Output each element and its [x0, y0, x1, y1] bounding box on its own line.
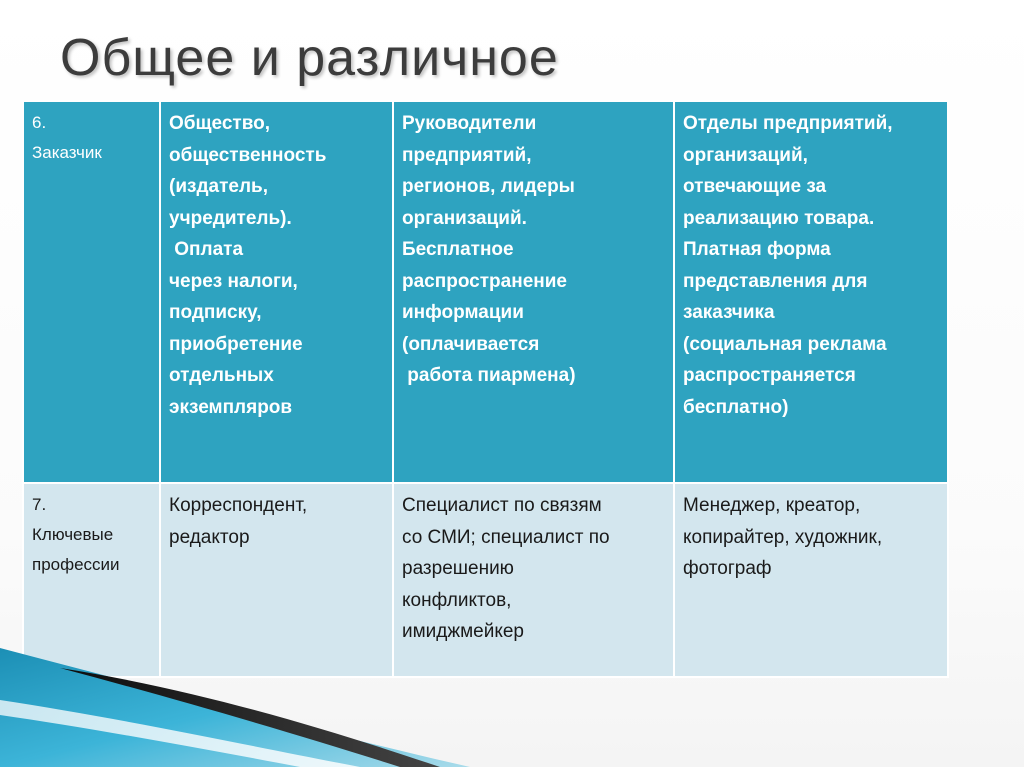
cell-line: экземпляров	[169, 396, 293, 418]
cell-line: копирайтер, художник,	[683, 526, 883, 548]
cell-line: учредитель).	[169, 207, 292, 229]
table-row-professions	[23, 483, 948, 677]
cell-line: Менеджер, креатор,	[683, 495, 861, 516]
cell-line: Общество,	[169, 113, 271, 134]
cell-line: Специалист по связям	[402, 495, 602, 516]
cell-line: отвечающие за	[683, 176, 827, 197]
cell-line: информации	[402, 302, 524, 323]
table-cell	[23, 101, 160, 483]
cell-line: общественность	[169, 144, 327, 166]
cell-line: (социальная реклама	[683, 333, 887, 355]
cell-line: заказчика	[683, 302, 775, 323]
comparison-table	[22, 100, 949, 678]
cell-line: имиджмейкер	[402, 621, 524, 642]
cell-line: предприятий,	[402, 144, 532, 166]
cell-line: Отделы предприятий,	[683, 113, 893, 134]
cell-line: распространение	[402, 270, 567, 292]
table-row-customer	[23, 101, 948, 483]
cell-line: распространяется	[683, 365, 856, 386]
cell-line: Заказчик	[32, 143, 102, 162]
cell-line: через налоги,	[169, 270, 298, 292]
cell-line: организаций,	[683, 144, 808, 166]
table-cell	[160, 483, 393, 677]
cell-line: регионов, лидеры	[402, 176, 575, 197]
cell-line: Ключевые	[32, 525, 114, 544]
cell-line: бесплатно)	[683, 396, 789, 418]
cell-line: (издатель,	[169, 176, 268, 197]
table-cell	[674, 101, 948, 483]
cell-line: 6.	[32, 113, 47, 132]
cell-line: Корреспондент,	[169, 495, 308, 516]
swoosh-light-stroke	[0, 700, 360, 767]
table-cell	[393, 101, 674, 483]
table-cell	[393, 483, 674, 677]
cell-line: представления для	[683, 270, 868, 292]
cell-line: конфликтов,	[402, 589, 512, 611]
table-cell	[160, 101, 393, 483]
cell-line: со СМИ; специалист по	[402, 526, 610, 548]
cell-line: фотограф	[683, 558, 772, 579]
table-cell	[674, 483, 948, 677]
cell-line: профессии	[32, 555, 120, 574]
cell-line: Бесплатное	[402, 239, 514, 260]
cell-line: реализацию товара.	[683, 207, 875, 229]
cell-line: подписку,	[169, 302, 262, 323]
cell-line: редактор	[169, 526, 250, 548]
cell-line: 7.	[32, 495, 47, 514]
swoosh-dark-stroke	[60, 668, 440, 767]
slide-title: Общее и различное	[60, 29, 559, 87]
cell-line: разрешению	[402, 558, 514, 579]
cell-line: организаций.	[402, 207, 527, 229]
table-cell	[23, 483, 160, 677]
cell-line: приобретение	[169, 333, 303, 355]
cell-line: работа пиармена)	[402, 365, 576, 386]
cell-line: (оплачивается	[402, 333, 540, 355]
cell-line: Платная форма	[683, 239, 831, 260]
cell-line: Оплата	[169, 239, 244, 260]
cell-line: Руководители	[402, 113, 537, 134]
cell-line: отдельных	[169, 365, 274, 386]
